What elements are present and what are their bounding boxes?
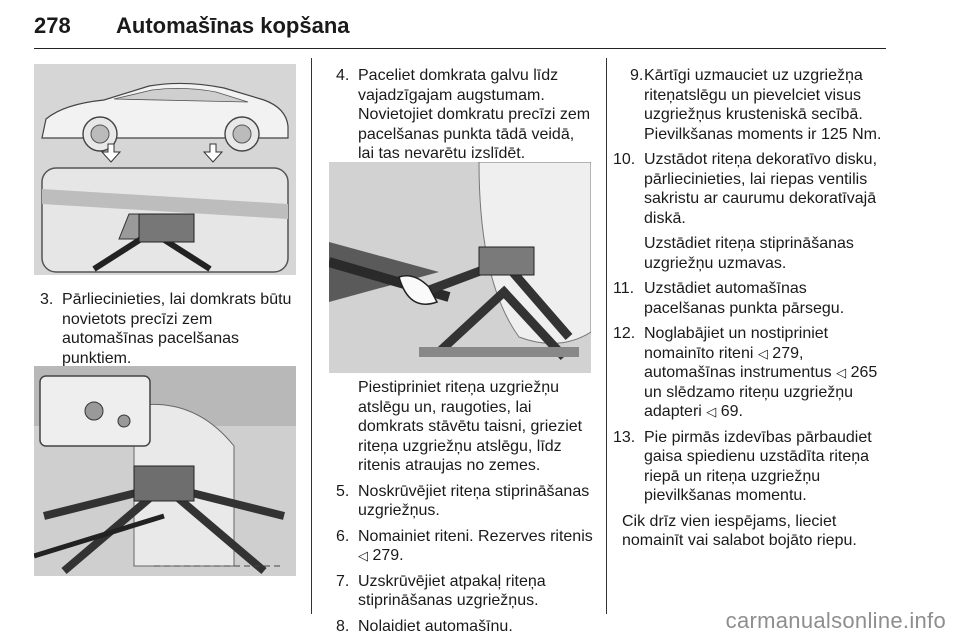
step-12	[613, 324, 887, 422]
page-reference-icon: ◁	[358, 548, 368, 563]
step-9	[623, 66, 887, 144]
step-number: 3.	[40, 291, 54, 308]
step-number: 12.	[613, 325, 636, 342]
page-reference-link[interactable]: 279.	[372, 547, 404, 564]
column-2-continued	[336, 378, 594, 642]
header-rule	[34, 48, 886, 49]
step-number: 13.	[613, 428, 636, 446]
column-2	[336, 66, 594, 170]
step-10	[613, 150, 887, 228]
step-text: Uzstādot riteņa dekoratīvo disku, pārliecinieties, lai riepas ventilis sakristu ar caurumu dekoratīvajā diskā.	[644, 151, 878, 227]
step-text: un slēdzamo riteņu uzgriežņu adapteri	[644, 383, 854, 420]
step-text: Uzstādiet automašīnas pacelšanas punkta pārsegu.	[644, 280, 845, 317]
step-text: Noglabājiet un nostipriniet nomainīto riteni	[644, 325, 829, 362]
car-jack-illustration	[34, 64, 296, 275]
page-reference-icon: ◁	[706, 404, 717, 419]
step-4-note: Piestipriniet riteņa uzgriežņu atslēgu un, raugoties, lai domkrats stāvētu taisni, grieziet riteņa uzgriežņu atslēgu, līdz ritenis atraujas no zemes.	[358, 379, 583, 474]
step-text: Nolaidiet automašīnu.	[358, 617, 513, 635]
step-number: 8.	[336, 617, 350, 635]
page-header	[34, 13, 886, 49]
step-number: 9.	[630, 67, 644, 84]
step-13	[613, 428, 887, 506]
chapter-title: Automašīnas kopšana	[116, 13, 350, 38]
column-1	[40, 290, 302, 374]
step-number: 10.	[613, 151, 636, 168]
step-text: Nomainiet riteni. Rezerves ritenis	[358, 527, 593, 545]
step-3	[40, 290, 302, 368]
step-text: Kārtīgi uzmauciet uz uzgriežņa riteņatslēgu un pievelciet visus uzgriežņus krusteniskā secībā. Pievilkšanas moments ir 125 Nm.	[644, 67, 882, 143]
page-reference-icon: ◁	[757, 345, 768, 361]
step-4	[336, 66, 594, 164]
step-8	[336, 617, 594, 637]
jack-closeup-illustration	[34, 366, 296, 576]
page-reference-icon: ◁	[836, 365, 847, 380]
watermark-text: carmanualsonline.info	[725, 608, 946, 633]
page-reference-link[interactable]: 69.	[720, 403, 743, 420]
column-divider	[606, 58, 607, 614]
step-number: 11.	[613, 280, 635, 297]
closing-note: Cik drīz vien iespējams, lieciet nomainīt vai salabot bojāto riepu.	[622, 512, 857, 549]
step-number: 7.	[336, 572, 350, 590]
column-divider	[311, 58, 312, 614]
step-10-note: Uzstādiet riteņa stiprināšanas uzgriežņu uzmavas.	[644, 235, 854, 272]
step-text: Paceliet domkrata galvu līdz vajadzīgajam augstumam. Novietojiet domkratu precīzi zem pacelšanas punkta tādā veidā, lai tas nevarētu izslīdēt.	[358, 67, 591, 162]
column-3	[613, 66, 887, 551]
page-number: 278	[34, 13, 71, 38]
step-5	[336, 482, 594, 521]
step-text: Noskrūvējiet riteņa stiprināšanas uzgriežņus.	[358, 482, 590, 519]
step-number: 6.	[336, 527, 350, 545]
step-number: 4.	[336, 67, 350, 84]
step-7	[336, 572, 594, 611]
page-reference-link[interactable]: 265	[850, 364, 878, 381]
step-text: Pie pirmās izdevības pārbaudiet gaisa spiedienu uzstādīta riteņa riepā un riteņa uzgriežņu pievilkšanas momentu.	[644, 428, 872, 504]
step-text: automašīnas instrumentus	[644, 364, 832, 381]
step-text: Pārliecinieties, lai domkrats būtu novietots precīzi zem automašīnas pacelšanas punktiem.	[62, 291, 292, 367]
step-text: Uzskrūvējiet atpakaļ riteņa stiprināšanas uzgriežņus.	[358, 572, 546, 609]
step-number: 5.	[336, 482, 350, 500]
page-reference-link[interactable]: 279,	[772, 344, 804, 362]
wrench-jack-illustration	[329, 162, 591, 373]
step-11	[613, 279, 887, 318]
step-6	[336, 527, 594, 566]
